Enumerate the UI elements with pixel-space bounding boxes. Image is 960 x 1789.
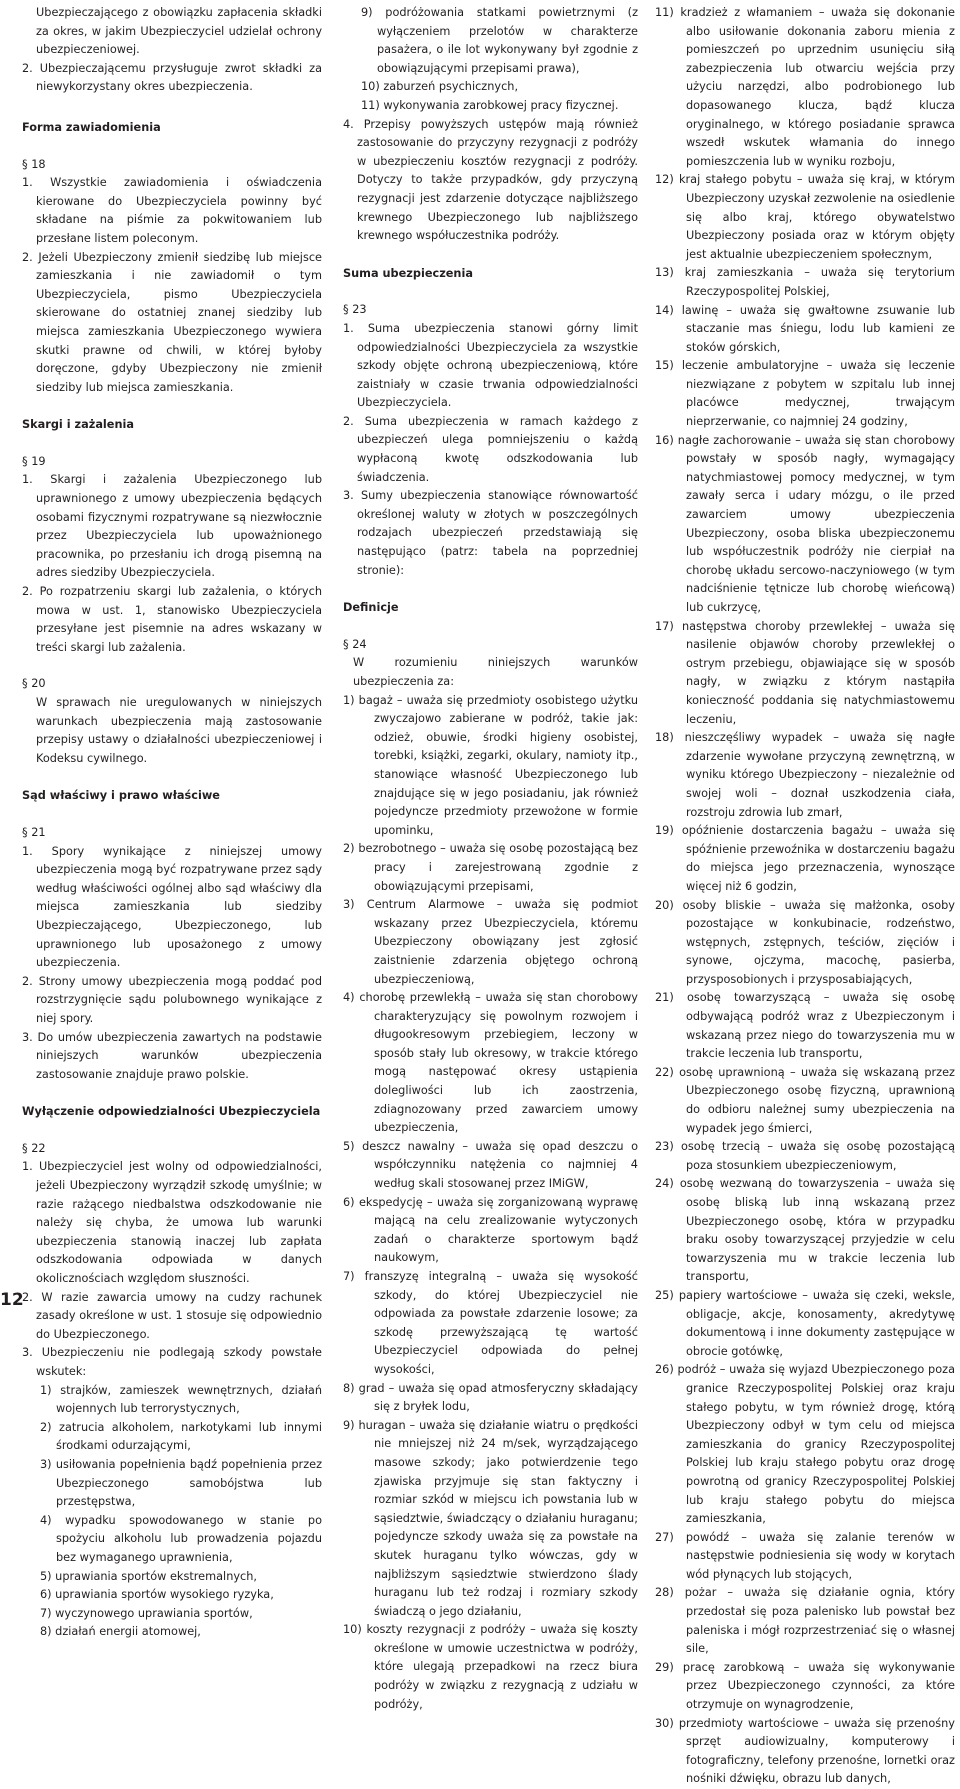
paragraph: 3. Do umów ubezpieczenia zawartych na podstawie niniejszych warunków ubezpieczenia zastosowanie znajduje prawo polskie. <box>22 1030 322 1081</box>
section-number: § 19 <box>22 454 46 468</box>
definition-item: 14) lawinę – uważa się gwałtowne zsuwanie lub staczanie mas śniegu, lodu lub kamieni ze stoków górskich, <box>655 303 955 354</box>
definition-item: 11) kradzież z włamaniem – uważa się dokonanie albo usiłowanie dokonania zaboru mienia z pomieszczeń po uprzednim usunięciu siłą zabezpieczenia lub otwarciu wejścia przy użyciu narzędzi, albo podrobionego lub dopasowanego klucza, bądź klucza oryginalnego, w którego posiadanie sprawca wszedł wskutek włamania do innego pomieszczenia lub w wyniku rozboju, <box>655 6 955 168</box>
definition-item: 9) huragan – uważa się działanie wiatru o prędkości nie mniejszej niż 24 m/sek, wyrządzającego masowe szkody; jako potwierdzenie tego zjawiska przyjmuje się stan faktyczny i rozmiar szkód w miejscu ich powstania lub w sąsiedztwie, świadczący o działaniu huraganu; pojedyncze szkody uważa się za powstałe na skutek huraganu tylko wówczas, gdy w najbliższym sąsiedztwie stwierdzono ślady huraganu lub też rodzaj i rozmiary szkody świadczą o jego działaniu, <box>343 1418 638 1618</box>
list-item: 7) wyczynowego uprawiania sportów, <box>40 1606 253 1620</box>
paragraph: W rozumieniu niniejszych warunków ubezpieczenia za: <box>353 656 638 688</box>
section-number: § 21 <box>22 825 46 839</box>
column-right <box>655 4 955 1789</box>
paragraph: 1. Ubezpieczyciel jest wolny od odpowiedzialności, jeżeli Ubezpieczony wyrządził szkodę umyślnie; w razie rażącego niedbalstwa odszkodowanie nie należy się chyba, że umowa lub warunki ubezpieczenia stanowią inaczej lub zapłata odszkodowania odpowiada w danych okolicznościach względom słuszności. <box>22 1160 322 1286</box>
column-middle <box>343 4 638 1714</box>
list-item: 3) usiłowania popełnienia bądź popełnienia przez Ubezpieczonego samobójstwa lub przestępstwa, <box>40 1457 322 1509</box>
section-heading: Sąd właściwy i prawo właściwe <box>22 789 220 803</box>
definition-item: 2) bezrobotnego – uważa się osobę pozostającą bez pracy i zarejestrowaną zgodnie z obowiązującymi przepisami, <box>343 842 638 893</box>
definition-item: 4) chorobę przewlekłą – uważa się stan chorobowy charakteryzujący się powolnym rozwojem i długookresowym przebiegiem, leczony w sposób stały lub okresowy, w trakcie którego mogą następować okresy ustąpienia dolegliwości lub ich zaostrzenia, zdiagnozowany przed zawarciem umowy ubezpieczenia, <box>343 991 638 1135</box>
definition-item: 16) nagłe zachorowanie – uważa się stan chorobowy powstały w sposób nagły, wymagający natychmiastowej pomocy medycznej, w tym zawały serca i udary mózgu, o ile przed zawarciem umowy ubezpieczenia Ubezpieczony, osoba bliska ubezpieczonemu lub współuczestnik podróży nie cierpiał na chorobę układu sercowo-naczyniowego (w tym nadciśnienie tętnicze lub chorobę wieńcową) lub cukrzycę, <box>655 433 955 614</box>
section-number: § 23 <box>343 303 367 317</box>
section-heading: Suma ubezpieczenia <box>343 266 473 280</box>
list-item: 10) zaburzeń psychicznych, <box>361 80 519 94</box>
definition-item: 1) bagaż – uważa się przedmioty osobistego użytku zwyczajowo zabierane w podróż, takie jak: odzież, obuwie, środki higieny osobistej, torebki, książki, zegarki, okulary, namioty itp., stanowiące własność Ubezpieczonego lub znajdujące się w jego posiadaniu, jak również pojedyncze przedmioty przewożone w formie upominku, <box>343 693 638 837</box>
definition-item: 13) kraj zamieszkania – uważa się terytorium Rzeczypospolitej Polskiej, <box>655 266 955 298</box>
list-item: 4) wypadku spowodowanego w stanie po spożyciu alkoholu lub prowadzenia pojazdu bez wymaganego uprawnienia, <box>40 1513 322 1564</box>
section-number: § 22 <box>22 1141 46 1155</box>
paragraph: 2. Suma ubezpieczenia w ramach każdego z ubezpieczeń ulega pomniejszeniu o każdą wypłaconą kwotę odszkodowania lub świadczenia. <box>343 414 638 484</box>
definition-item: 23) osobę trzecią – uważa się osobę pozostającą poza stosunkiem ubezpieczeniowym, <box>655 1140 955 1172</box>
paragraph: 2. Jeżeli Ubezpieczony zmienił siedzibę lub miejsce zamieszkania i nie zawiadomił o tym Ubezpieczyciela, pismo Ubezpieczyciela skierowane do ostatniej znanej siedziby lub miejsca zamieszkania Ubezpieczonego wywiera skutki prawne od chwili, w której byłoby doręczone, gdyby Ubezpieczony nie zmienił siedziby lub miejsca zamieszkania. <box>22 250 322 394</box>
page-number: 12 <box>0 1290 24 1310</box>
section-heading: Skargi i zażalenia <box>22 418 135 432</box>
definition-item: 12) kraj stałego pobytu – uważa się kraj, w którym Ubezpieczony uzyskał zezwolenie na osiedlenie się albo kraj, którego obywatelstwo Ubezpieczony posiada oraz w którym objęty jest aktualnie ubezpieczeniem społecznym, <box>655 173 955 261</box>
paragraph: 2. Ubezpieczającemu przysługuje zwrot składki za niewykorzystany okres ubezpieczenia. <box>22 61 322 94</box>
intro-continuation: Ubezpieczającego z obowiązku zapłacenia składki za okres, w jakim Ubezpieczyciel udzielał ochrony ubezpieczeniowej. <box>36 6 322 57</box>
definition-item: 8) grad – uważa się opad atmosferyczny składający się z bryłek lodu, <box>343 1381 638 1414</box>
list-item: 5) uprawiania sportów ekstremalnych, <box>40 1569 258 1583</box>
paragraph: W sprawach nie uregulowanych w niniejszych warunkach ubezpieczenia mają zastosowanie przepisy ustawy o działalności ubezpieczeniowej i Kodeksu cywilnego. <box>36 696 322 765</box>
list-item: 8) działań energii atomowej, <box>40 1625 201 1639</box>
list-item: 6) uprawiania sportów wysokiego ryzyka, <box>40 1588 274 1602</box>
list-item: 1) strajków, zamieszek wewnętrznych, działań wojennych lub terrorystycznych, <box>40 1383 322 1416</box>
definition-item: 20) osoby bliskie – uważa się małżonka, osoby pozostające w konkubinacie, rodzeństwo, wstępnych, zstępnych, teściów, zięciów i synowe, ojczyma, macochę, pasierba, przysposobionych i przysposabiających, <box>655 898 955 986</box>
paragraph: 1. Skargi i zażalenia Ubezpieczonego lub uprawnionego z umowy ubezpieczenia będących osobami fizycznymi rozpatrywane są niezwłocznie przez Ubezpieczyciela lub upoważnionego pracownika, po przesłaniu ich drogą pisemną na adres siedziby Ubezpieczyciela. <box>22 473 322 580</box>
definition-item: 28) pożar – uważa się działanie ognia, który przedostał się poza palenisko lub powstał bez paleniska i mógł rozprzestrzeniać się o własnej sile, <box>655 1586 955 1656</box>
definition-item: 26) podróż – uważa się wyjazd Ubezpieczonego poza granice Rzeczypospolitej Polskiej oraz kraju stałego pobytu, w tym również drogę, którą Ubezpieczony odbył w tym celu od miejsca zamieszkania do granicy Rzeczypospolitej Polskiej lub kraju stałego pobytu oraz drogę powrotną od granicy Rzeczypospolitej Polskiej lub kraju stałego pobytu do miejsca zamieszkania, <box>655 1363 955 1526</box>
paragraph: 2. W razie zawarcia umowy na cudzy rachunek zasady określone w ust. 1 stosuje się odpowiednio do Ubezpieczonego. <box>22 1290 322 1341</box>
section-number: § 20 <box>22 677 46 691</box>
paragraph: 3. Sumy ubezpieczenia stanowiące równowartość określonej waluty w złotych w poszczególnych rodzajach ubezpieczeń przedstawiają się następująco (patrz: tabela na poprzedniej stronie): <box>343 489 638 577</box>
definition-item: 24) osobę wezwaną do towarzyszenia – uważa się osobę bliską lub inną wskazaną przez Ubezpieczonego osobę, która w przypadku braku osoby towarzyszącej przyjedzie w celu towarzyszenia mu w trakcie leczenia lub transportu, <box>655 1177 955 1284</box>
definition-item: 10) koszty rezygnacji z podróży – uważa się koszty określone w umowie uczestnictwa w podróży, które ulegają przepadkowi na rzecz biura podróży w związku z rezygnacją z udziału w podróży, <box>343 1623 638 1711</box>
definition-item: 21) osobę towarzyszącą – uważa się osobę odbywającą podróż wraz z Ubezpieczonym i wskazaną przez niego do towarzyszenia mu w trakcie leczenia lub transportu, <box>655 991 955 1061</box>
paragraph: 3. Ubezpieczeniu nie podlegają szkody powstałe wskutek: <box>22 1346 322 1378</box>
definition-item: 30) przedmioty wartościowe – uważa się przenośny sprzęt audiowizualny, komputerowy i fotograficzny, telefony przenośne, lornetki oraz nośniki dźwięku, obrazu lub danych, <box>655 1716 955 1786</box>
definition-item: 25) papiery wartościowe – uważa się czeki, weksle, obligacje, akcje, konosamenty, akredytywę dokumentową i inne dokumenty zastępujące w obrocie gotówkę, <box>655 1288 955 1358</box>
definition-item: 17) następstwa choroby przewlekłej – uważa się nasilenie objawów choroby przewlekłej o ostrym przebiegu, objawiające się w sposób nagły, w związku z którym nastąpiła konieczność poddania się natychmiastowemu leczeniu, <box>655 619 955 726</box>
paragraph: 1. Suma ubezpieczenia stanowi górny limit odpowiedzialności Ubezpieczyciela za wszystkie szkody objęte ochroną ubezpieczeniową, które zaistniały w czasie trwania odpowiedzialności Ubezpieczyciela. <box>343 321 638 410</box>
paragraph: 1. Spory wynikające z niniejszej umowy ubezpieczenia mogą być rozpatrywane przez sądy według właściwości ogólnej albo sąd właściwy dla miejsca zamieszkania lub siedziby Ubezpieczającego, Ubezpieczonego, lub uprawnionego lub uposażonego z umowy ubezpieczenia. <box>22 844 322 970</box>
list-item: 11) wykonywania zarobkowej pracy fizycznej. <box>361 98 619 112</box>
paragraph: 1. Wszystkie zawiadomienia i oświadczenia kierowane do Ubezpieczyciela powinny być składane na piśmie za pokwitowaniem lub przesłane listem poleconym. <box>22 176 322 245</box>
section-heading: Definicje <box>343 601 399 615</box>
definition-item: 6) ekspedycję – uważa się zorganizowaną wyprawę mającą na celu zrealizowanie wytyczonych zadań o charakterze sportowym bądź naukowym, <box>343 1195 638 1265</box>
column-left <box>22 4 322 1642</box>
definition-item: 29) pracę zarobkową – uważa się wykonywanie przez Ubezpieczonego czynności, za które otrzymuje on wynagrodzenie, <box>655 1660 955 1712</box>
definition-item: 3) Centrum Alarmowe – uważa się podmiot wskazany przez Ubezpieczyciela, któremu Ubezpieczony obowiązany jest zgłosić zaistnienie zdarzenia objętego ochroną ubezpieczeniową, <box>343 898 638 986</box>
list-item: 9) podróżowania statkami powietrznymi (z wyłączeniem przelotów w charakterze pasażera, o ile lot wykonywany był zgodnie z obowiązującymi przepisami prawa), <box>361 6 638 75</box>
section-number: § 18 <box>22 157 46 171</box>
section-heading: Wyłączenie odpowiedzialności Ubezpieczyciela <box>22 1105 321 1119</box>
paragraph: 2. Po rozpatrzeniu skargi lub zażalenia, o których mowa w ust. 1, stanowisko Ubezpieczyciela przesyłane jest pisemnie na adres wskazany w treści skargi lub zażalenia. <box>22 585 322 654</box>
definition-item: 15) leczenie ambulatoryjne – uważa się leczenie niezwiązane z pobytem w szpitalu lub innej placówce medycznej, trwającym nieprzerwanie, co najmniej 24 godziny, <box>655 359 955 429</box>
definition-item: 7) franszyzę integralną – uważa się wysokość szkody, do której Ubezpieczyciel nie odpowiada za powstałe zdarzenie losowe; za szkodę przewyższającą tę wartość Ubezpieczyciel odpowiada do pełnej wysokości, <box>343 1270 638 1376</box>
list-item: 2) zatrucia alkoholem, narkotykami lub innymi środkami odurzającymi, <box>40 1420 322 1453</box>
paragraph: 4. Przepisy powyższych ustępów mają również zastosowanie do przyczyny rezygnacji z podróży w ubezpieczeniu kosztów rezygnacji z podróży. Dotyczy to także przypadków, gdy przyczyną rezygnacji jest zdarzenie dotyczące najbliższego krewnego Ubezpieczonego lub najbliższego krewnego współuczestnika podróży. <box>343 117 638 243</box>
paragraph: 2. Strony umowy ubezpieczenia mogą poddać pod rozstrzygnięcie sądu polubownego wynikające z niej spory. <box>22 974 322 1025</box>
definition-item: 5) deszcz nawalny – uważa się opad deszczu o współczynniku natężenia co najmniej 4 według skali stosowanej przez IMiGW, <box>343 1139 638 1191</box>
definition-item: 27) powódź – uważa się zalanie terenów w następstwie podniesienia się wody w korytach wód płynących lub stojących, <box>655 1530 955 1581</box>
definition-item: 18) nieszczęśliwy wypadek – uważa się nagłe zdarzenie wywołane przyczyną zewnętrzną, w wyniku którego Ubezpieczony – niezależnie od swojej woli – doznał uszkodzenia ciała, rozstroju zdrowia lub zmarł, <box>655 731 955 819</box>
section-heading: Forma zawiadomienia <box>22 120 161 134</box>
definition-item: 22) osobę uprawnioną – uważa się wskazaną przez Ubezpieczonego osobę fizyczną, uprawnioną do odbioru należnej sumy ubezpieczenia na wypadek jego śmierci, <box>655 1065 955 1135</box>
section-number: § 24 <box>343 637 367 651</box>
definition-item: 19) opóźnienie dostarczenia bagażu – uważa się spóźnienie przewoźnika w dostarczeniu bagażu do miejsca jego przeznaczenia, wynoszące więcej niż 6 godzin, <box>655 824 955 893</box>
